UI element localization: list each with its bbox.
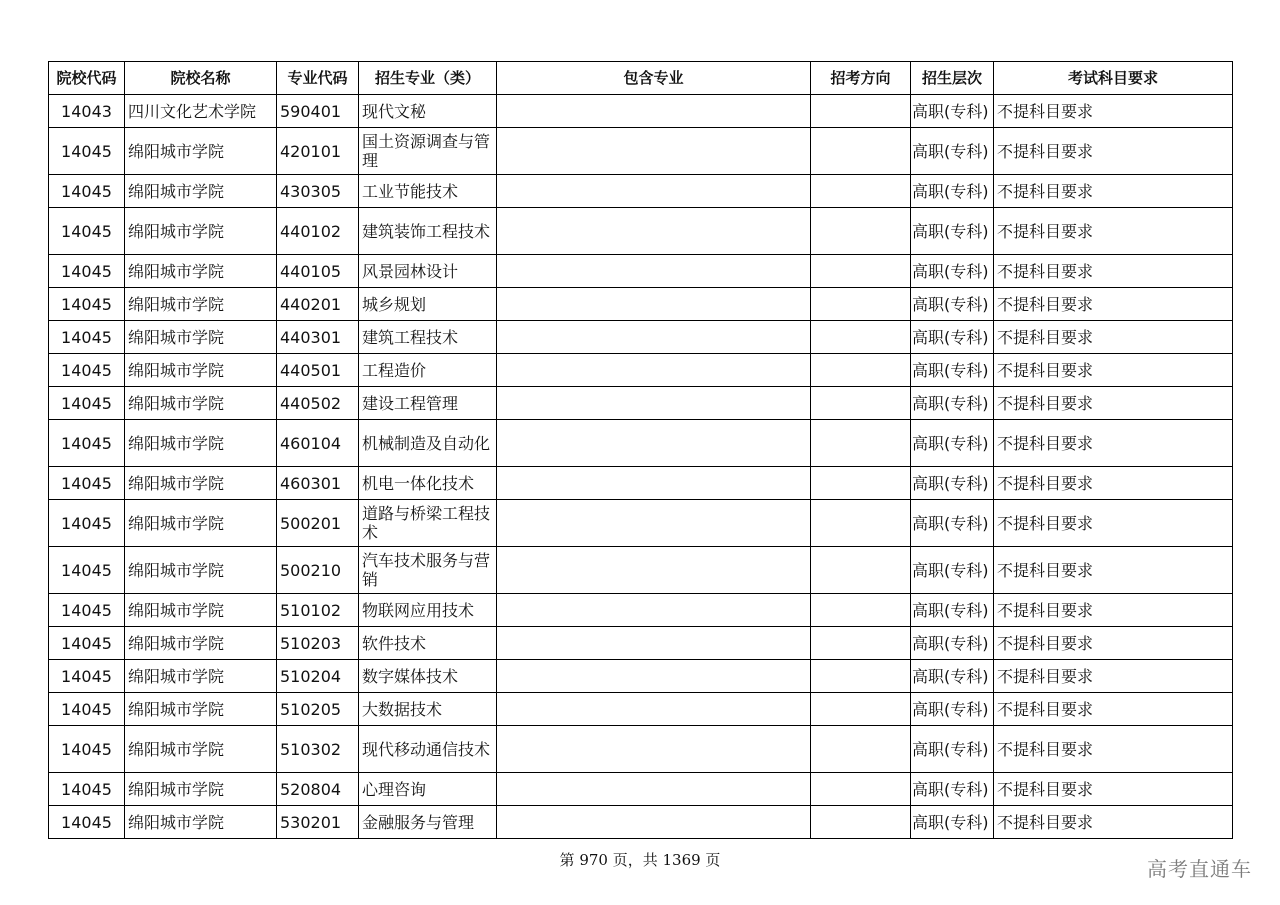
cell-major-code: 420101 [277, 128, 359, 175]
table-row [49, 255, 1233, 288]
cell-subject-requirement: 不提科目要求 [994, 693, 1233, 726]
table-row [49, 500, 1233, 547]
cell-direction [811, 693, 911, 726]
cell-major-code: 510204 [277, 660, 359, 693]
table-row [49, 547, 1233, 594]
cell-level: 高职(专科) [911, 773, 994, 806]
header-school-name: 院校名称 [125, 62, 277, 95]
table-row [49, 321, 1233, 354]
cell-direction [811, 660, 911, 693]
cell-school-code: 14045 [49, 660, 125, 693]
cell-included-majors [497, 660, 811, 693]
cell-included-majors [497, 806, 811, 839]
cell-school-name: 绵阳城市学院 [125, 467, 277, 500]
cell-school-name: 绵阳城市学院 [125, 255, 277, 288]
cell-major-code: 460104 [277, 420, 359, 467]
cell-direction [811, 547, 911, 594]
cell-direction [811, 773, 911, 806]
cell-school-code: 14045 [49, 128, 125, 175]
cell-direction [811, 175, 911, 208]
cell-major: 数字媒体技术 [359, 660, 497, 693]
cell-school-code: 14045 [49, 806, 125, 839]
cell-direction [811, 467, 911, 500]
cell-direction [811, 387, 911, 420]
cell-direction [811, 255, 911, 288]
cell-subject-requirement: 不提科目要求 [994, 95, 1233, 128]
cell-major: 物联网应用技术 [359, 594, 497, 627]
cell-subject-requirement: 不提科目要求 [994, 128, 1233, 175]
cell-school-name: 绵阳城市学院 [125, 726, 277, 773]
cell-level: 高职(专科) [911, 387, 994, 420]
cell-school-code: 14045 [49, 500, 125, 547]
cell-major-code: 510203 [277, 627, 359, 660]
cell-major: 建设工程管理 [359, 387, 497, 420]
cell-major-code: 530201 [277, 806, 359, 839]
cell-school-name: 绵阳城市学院 [125, 594, 277, 627]
cell-major: 心理咨询 [359, 773, 497, 806]
cell-major: 现代文秘 [359, 95, 497, 128]
admissions-table [48, 61, 1233, 839]
cell-major-code: 510302 [277, 726, 359, 773]
cell-included-majors [497, 175, 811, 208]
cell-included-majors [497, 467, 811, 500]
cell-major-code: 510205 [277, 693, 359, 726]
cell-major-code: 520804 [277, 773, 359, 806]
cell-level: 高职(专科) [911, 627, 994, 660]
cell-school-name: 绵阳城市学院 [125, 354, 277, 387]
cell-major-code: 500201 [277, 500, 359, 547]
cell-included-majors [497, 726, 811, 773]
cell-major: 工业节能技术 [359, 175, 497, 208]
table-row [49, 806, 1233, 839]
cell-school-code: 14045 [49, 288, 125, 321]
cell-school-code: 14045 [49, 467, 125, 500]
cell-subject-requirement: 不提科目要求 [994, 321, 1233, 354]
cell-level: 高职(专科) [911, 693, 994, 726]
cell-direction [811, 95, 911, 128]
header-included-majors: 包含专业 [497, 62, 811, 95]
header-major: 招生专业（类） [359, 62, 497, 95]
cell-school-name: 绵阳城市学院 [125, 420, 277, 467]
cell-subject-requirement: 不提科目要求 [994, 354, 1233, 387]
cell-level: 高职(专科) [911, 467, 994, 500]
cell-major-code: 430305 [277, 175, 359, 208]
cell-school-name: 绵阳城市学院 [125, 693, 277, 726]
page-number: 第 970 页，共 1369 页 [559, 851, 721, 869]
cell-direction [811, 128, 911, 175]
cell-major: 软件技术 [359, 627, 497, 660]
cell-included-majors [497, 354, 811, 387]
cell-school-code: 14043 [49, 95, 125, 128]
cell-subject-requirement: 不提科目要求 [994, 627, 1233, 660]
table-row [49, 693, 1233, 726]
cell-included-majors [497, 627, 811, 660]
cell-included-majors [497, 95, 811, 128]
cell-major-code: 440501 [277, 354, 359, 387]
cell-subject-requirement: 不提科目要求 [994, 660, 1233, 693]
cell-included-majors [497, 288, 811, 321]
cell-subject-requirement: 不提科目要求 [994, 467, 1233, 500]
cell-major-code: 440201 [277, 288, 359, 321]
cell-level: 高职(专科) [911, 208, 994, 255]
cell-level: 高职(专科) [911, 420, 994, 467]
cell-major-code: 440105 [277, 255, 359, 288]
cell-level: 高职(专科) [911, 594, 994, 627]
cell-included-majors [497, 594, 811, 627]
cell-included-majors [497, 420, 811, 467]
cell-major-code: 440301 [277, 321, 359, 354]
cell-subject-requirement: 不提科目要求 [994, 806, 1233, 839]
cell-subject-requirement: 不提科目要求 [994, 208, 1233, 255]
cell-school-code: 14045 [49, 208, 125, 255]
header-subject-requirement: 考试科目要求 [994, 62, 1233, 95]
cell-level: 高职(专科) [911, 95, 994, 128]
cell-school-code: 14045 [49, 547, 125, 594]
table-row [49, 467, 1233, 500]
cell-included-majors [497, 208, 811, 255]
cell-school-name: 四川文化艺术学院 [125, 95, 277, 128]
header-school-code: 院校代码 [49, 62, 125, 95]
cell-subject-requirement: 不提科目要求 [994, 726, 1233, 773]
table-row [49, 288, 1233, 321]
cell-subject-requirement: 不提科目要求 [994, 500, 1233, 547]
cell-subject-requirement: 不提科目要求 [994, 288, 1233, 321]
cell-school-name: 绵阳城市学院 [125, 387, 277, 420]
cell-school-name: 绵阳城市学院 [125, 773, 277, 806]
watermark: 高考直通车 [1147, 857, 1252, 881]
cell-major-code: 440102 [277, 208, 359, 255]
cell-school-name: 绵阳城市学院 [125, 660, 277, 693]
cell-direction [811, 726, 911, 773]
table-row [49, 208, 1233, 255]
cell-level: 高职(专科) [911, 288, 994, 321]
cell-subject-requirement: 不提科目要求 [994, 255, 1233, 288]
cell-school-code: 14045 [49, 693, 125, 726]
cell-subject-requirement: 不提科目要求 [994, 773, 1233, 806]
cell-direction [811, 806, 911, 839]
cell-major: 工程造价 [359, 354, 497, 387]
cell-included-majors [497, 321, 811, 354]
table-row [49, 420, 1233, 467]
cell-school-code: 14045 [49, 175, 125, 208]
cell-school-name: 绵阳城市学院 [125, 175, 277, 208]
cell-direction [811, 354, 911, 387]
cell-level: 高职(专科) [911, 321, 994, 354]
cell-school-name: 绵阳城市学院 [125, 321, 277, 354]
cell-level: 高职(专科) [911, 128, 994, 175]
table-row [49, 726, 1233, 773]
table-row [49, 95, 1233, 128]
cell-major: 机电一体化技术 [359, 467, 497, 500]
cell-school-code: 14045 [49, 627, 125, 660]
header-level: 招生层次 [911, 62, 994, 95]
cell-school-name: 绵阳城市学院 [125, 500, 277, 547]
cell-school-name: 绵阳城市学院 [125, 208, 277, 255]
cell-school-code: 14045 [49, 354, 125, 387]
cell-major: 道路与桥梁工程技术 [359, 500, 497, 547]
cell-school-name: 绵阳城市学院 [125, 806, 277, 839]
cell-major: 城乡规划 [359, 288, 497, 321]
cell-included-majors [497, 255, 811, 288]
table-body [49, 95, 1233, 839]
header-direction: 招考方向 [811, 62, 911, 95]
table-row [49, 660, 1233, 693]
cell-direction [811, 500, 911, 547]
cell-school-code: 14045 [49, 420, 125, 467]
cell-major: 机械制造及自动化 [359, 420, 497, 467]
cell-included-majors [497, 128, 811, 175]
table-row [49, 128, 1233, 175]
cell-level: 高职(专科) [911, 354, 994, 387]
cell-major-code: 460301 [277, 467, 359, 500]
cell-school-code: 14045 [49, 387, 125, 420]
cell-school-name: 绵阳城市学院 [125, 128, 277, 175]
cell-included-majors [497, 693, 811, 726]
table-row [49, 627, 1233, 660]
header-major-code: 专业代码 [277, 62, 359, 95]
table-row [49, 387, 1233, 420]
cell-major: 汽车技术服务与营销 [359, 547, 497, 594]
cell-direction [811, 627, 911, 660]
cell-major-code: 510102 [277, 594, 359, 627]
cell-included-majors [497, 500, 811, 547]
cell-subject-requirement: 不提科目要求 [994, 175, 1233, 208]
cell-major: 现代移动通信技术 [359, 726, 497, 773]
table-row [49, 175, 1233, 208]
cell-level: 高职(专科) [911, 806, 994, 839]
cell-school-code: 14045 [49, 321, 125, 354]
cell-included-majors [497, 547, 811, 594]
cell-included-majors [497, 773, 811, 806]
cell-major: 建筑工程技术 [359, 321, 497, 354]
cell-school-code: 14045 [49, 726, 125, 773]
cell-major: 金融服务与管理 [359, 806, 497, 839]
cell-major: 建筑装饰工程技术 [359, 208, 497, 255]
cell-school-code: 14045 [49, 594, 125, 627]
cell-level: 高职(专科) [911, 726, 994, 773]
cell-direction [811, 288, 911, 321]
cell-subject-requirement: 不提科目要求 [994, 420, 1233, 467]
cell-subject-requirement: 不提科目要求 [994, 387, 1233, 420]
cell-school-name: 绵阳城市学院 [125, 547, 277, 594]
cell-subject-requirement: 不提科目要求 [994, 547, 1233, 594]
cell-level: 高职(专科) [911, 500, 994, 547]
cell-school-code: 14045 [49, 773, 125, 806]
cell-major-code: 500210 [277, 547, 359, 594]
cell-included-majors [497, 387, 811, 420]
table-row [49, 773, 1233, 806]
cell-direction [811, 208, 911, 255]
cell-level: 高职(专科) [911, 547, 994, 594]
cell-school-name: 绵阳城市学院 [125, 627, 277, 660]
cell-school-code: 14045 [49, 255, 125, 288]
cell-direction [811, 594, 911, 627]
table-header-row [49, 62, 1233, 95]
cell-major-code: 590401 [277, 95, 359, 128]
cell-subject-requirement: 不提科目要求 [994, 594, 1233, 627]
cell-direction [811, 420, 911, 467]
cell-level: 高职(专科) [911, 255, 994, 288]
cell-major: 国土资源调查与管理 [359, 128, 497, 175]
cell-level: 高职(专科) [911, 660, 994, 693]
cell-major: 风景园林设计 [359, 255, 497, 288]
cell-direction [811, 321, 911, 354]
cell-major: 大数据技术 [359, 693, 497, 726]
table-row [49, 354, 1233, 387]
cell-level: 高职(专科) [911, 175, 994, 208]
table-row [49, 594, 1233, 627]
cell-major-code: 440502 [277, 387, 359, 420]
cell-school-name: 绵阳城市学院 [125, 288, 277, 321]
